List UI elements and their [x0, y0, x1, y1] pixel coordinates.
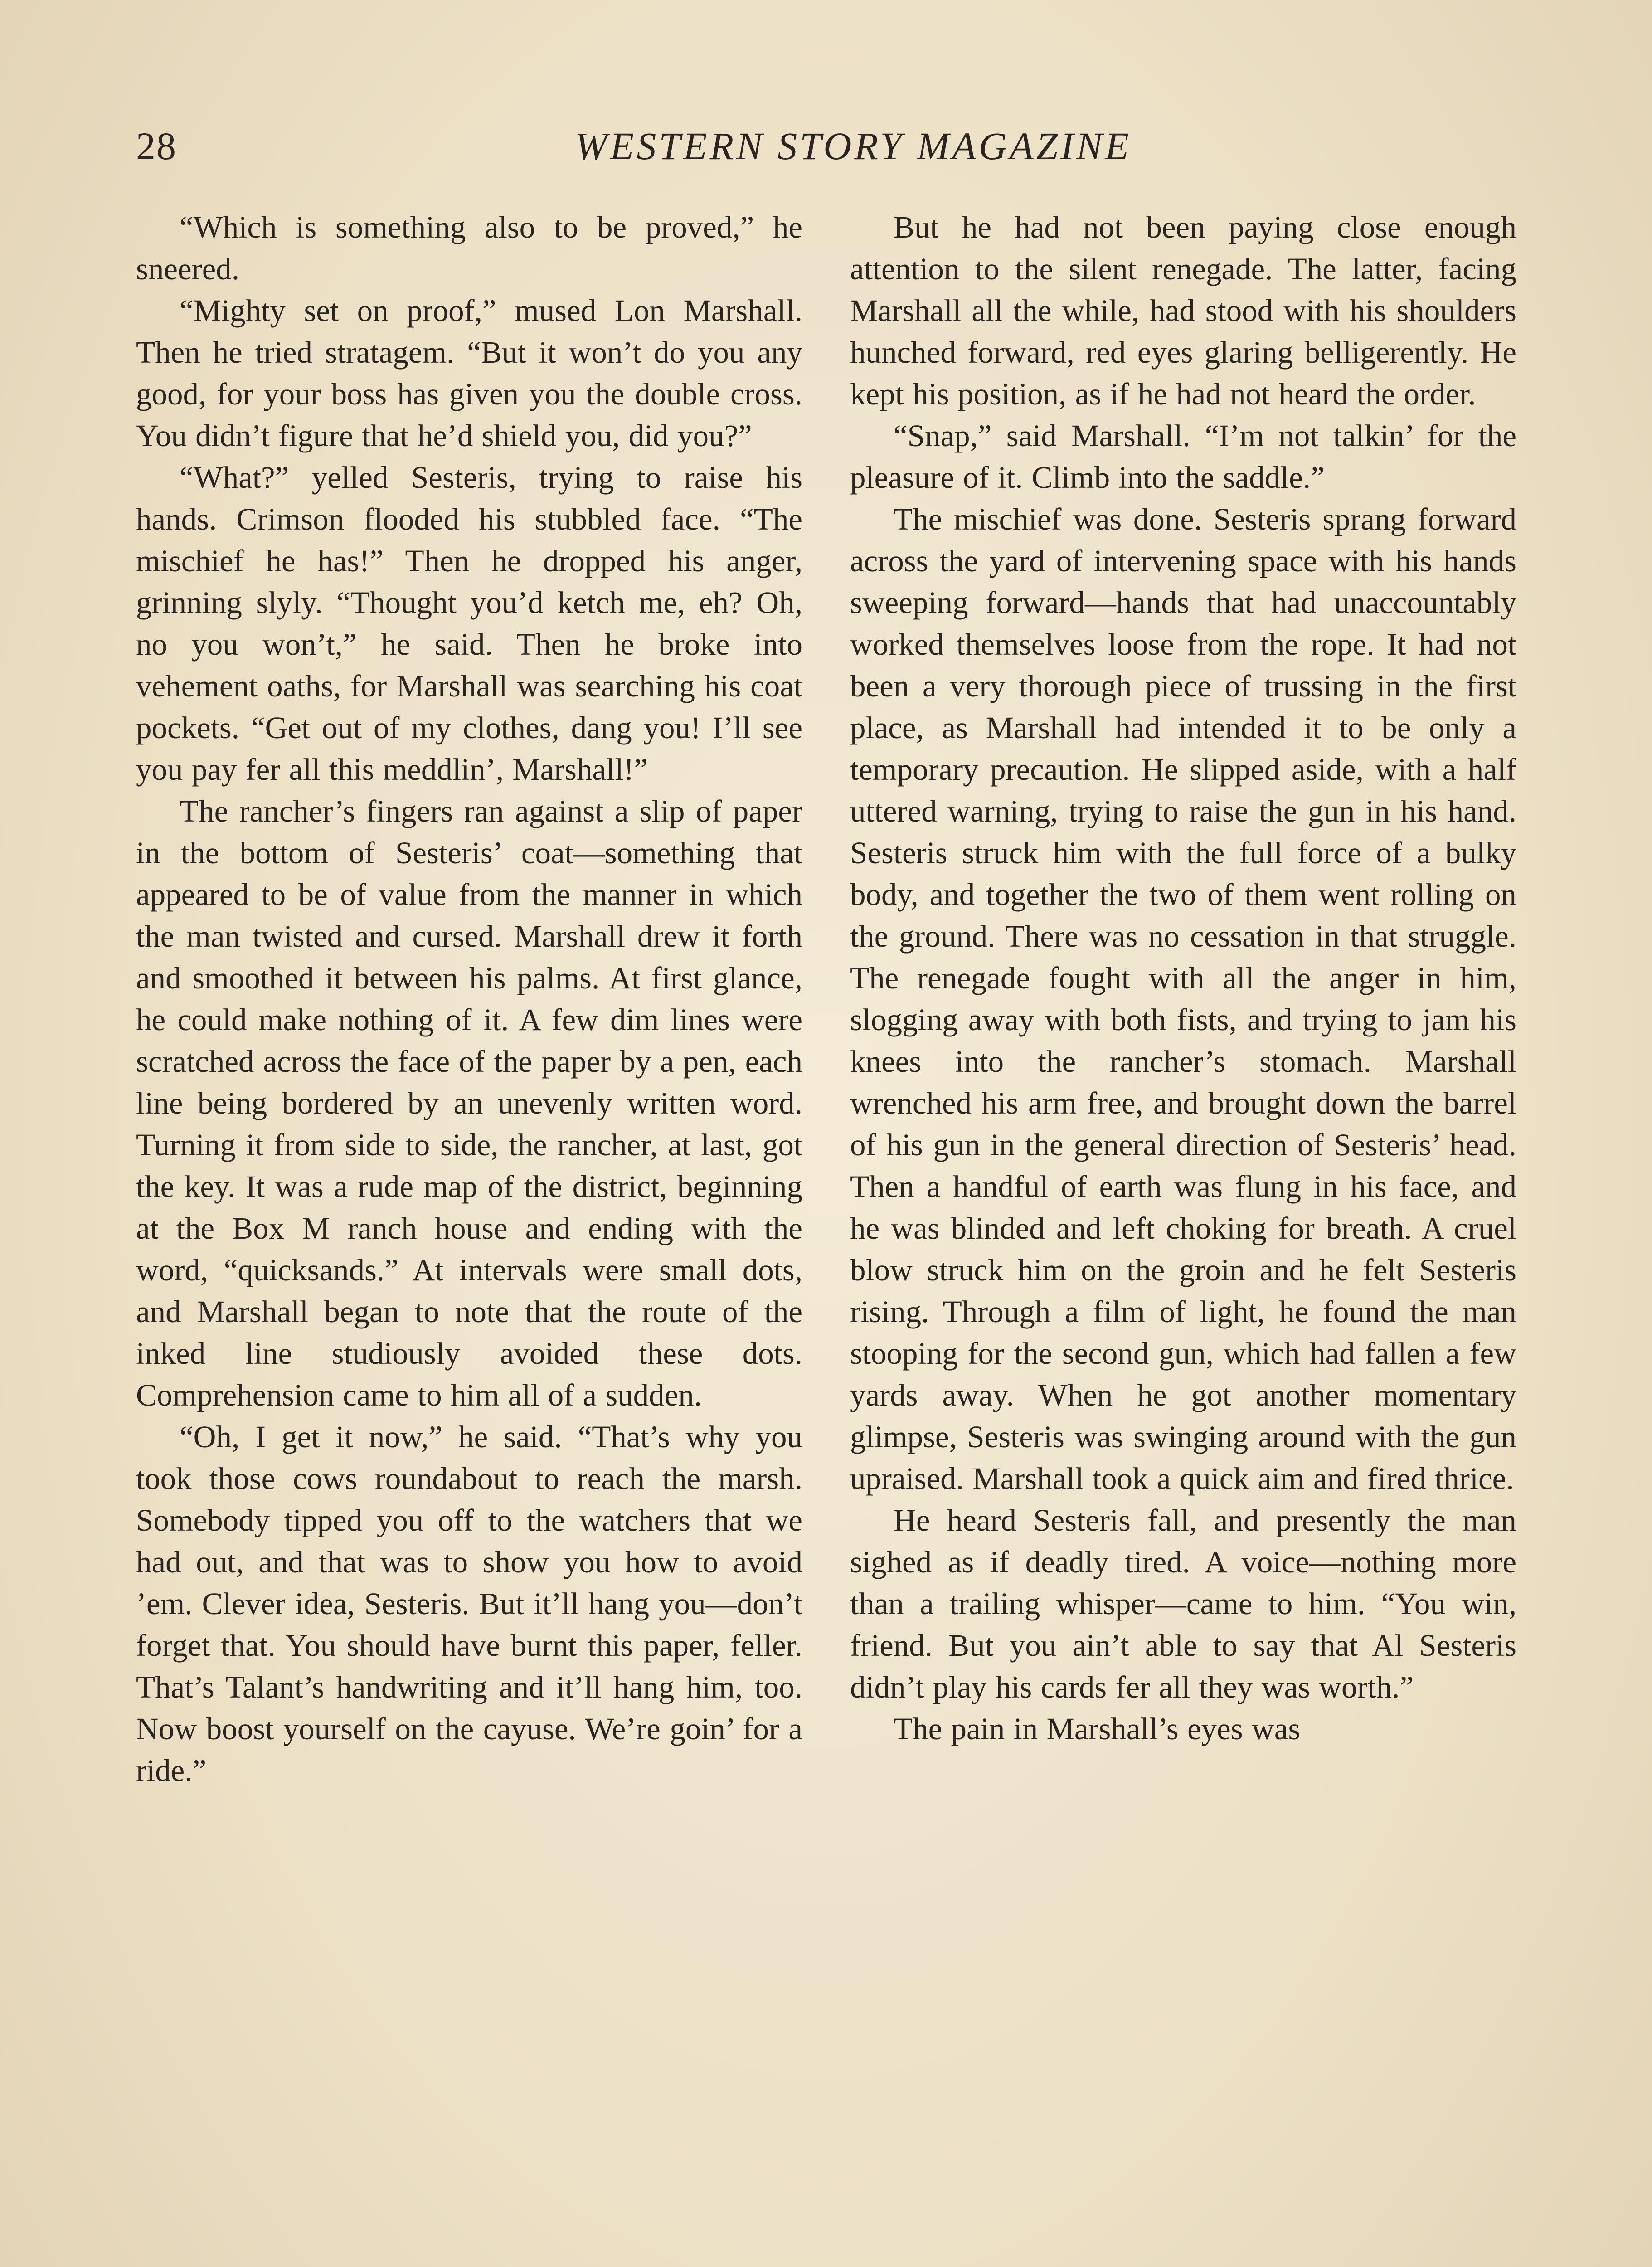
page-number: 28	[136, 124, 177, 168]
paragraph: The rancher’s fingers ran against a slip of paper in the bottom of Sesteris’ coat—something that appeared to be of value from the manner in which the man twisted and cursed. Marshall drew it forth and smoothed it between his palms. At first glance, he could make nothing of it. A few dim lines were scratched across the face of the paper by a pen, each line being bordered by an unevenly written word. Turning it from side to side, the rancher, at last, got the key. It was a rude map of the district, beginning at the Box M ranch house and ending with the word, “quicksands.” At intervals were small dots, and Marshall began to note that the route of the inked line studiously avoided these dots. Comprehension came to him all of a sudden.	[136, 794, 802, 1412]
paragraph: The mischief was done. Sesteris sprang forward across the yard of intervening space with his hands sweeping forward—hands that had unaccountably worked themselves loose from the rope. It had not been a very thorough piece of trussing in the first place, as Marshall had intended it to be only a temporary precaution. He slipped aside, with a half uttered warning, trying to raise the gun in his hand. Sesteris struck him with the full force of a bulky body, and together the two of them went rolling on the ground. There was no cessation in that struggle. The renegade fought with all the anger in him, slogging away with both fists, and trying to jam his knees into the rancher’s stomach. Marshall wrenched his arm free, and brought down the barrel of his gun in the general direction of Sesteris’ head. Then a handful of earth was flung in his face, and he was blinded and left choking for breath. A cruel blow struck him on the groin and he felt Sesteris rising. Through a film of light, he found the man stooping for the second gun, which had fallen a few yards away. When he got another momentary glimpse, Sesteris was swinging around with the gun upraised. Marshall took a quick aim and fired thrice.	[850, 502, 1516, 1496]
running-head: WESTERN STORY MAGAZINE	[575, 124, 1132, 168]
paragraph: “Which is something also to be proved,” he sneered.	[136, 210, 802, 286]
paragraph: “Mighty set on proof,” mused Lon Marshall. Then he tried stratagem. “But it won’t do you any good, for your boss has given you the double cross. You didn’t figure that he’d shield you, did you?”	[136, 293, 802, 453]
paragraph: The pain in Marshall’s eyes was	[894, 1712, 1301, 1746]
paragraph: He heard Sesteris fall, and presently the man sighed as if deadly tired. A voice—nothing more than a trailing whisper—came to him. “You win, friend. But you ain’t able to say that Al Sesteris didn’t play his cards fer all they was worth.”	[850, 1503, 1516, 1704]
paragraph: “What?” yelled Sesteris, trying to raise his hands. Crimson flooded his stubbled face. “The mischief he has!” Then he dropped his anger, grinning slyly. “Thought you’d ketch me, eh? Oh, no you won’t,” he said. Then he broke into vehement oaths, for Marshall was searching his coat pockets. “Get out of my clothes, dang you! I’ll see you pay fer all this meddlin’, Marshall!”	[136, 460, 802, 787]
paragraph: But he had not been paying close enough attention to the silent renegade. The latter, facing Marshall all the while, had stood with his shoulders hunched forward, red eyes glaring belligerently. He kept his position, as if he had not heard the order.	[850, 210, 1516, 411]
left-column	[136, 206, 802, 1791]
paragraph: “Oh, I get it now,” he said. “That’s why you took those cows roundabout to reach the marsh. Somebody tipped you off to the watchers that we had out, and that was to show you how to avoid ’em. Clever idea, Sesteris. But it’ll hang you—don’t forget that. You should have burnt this paper, feller. That’s Talant’s handwriting and it’ll hang him, too. Now boost yourself on the cayuse. We’re goin’ for a ride.”	[136, 1420, 802, 1788]
page-header	[136, 119, 1516, 173]
right-column	[850, 206, 1516, 1750]
paragraph: “Snap,” said Marshall. “I’m not talkin’ for the pleasure of it. Climb into the saddle.”	[850, 418, 1516, 495]
